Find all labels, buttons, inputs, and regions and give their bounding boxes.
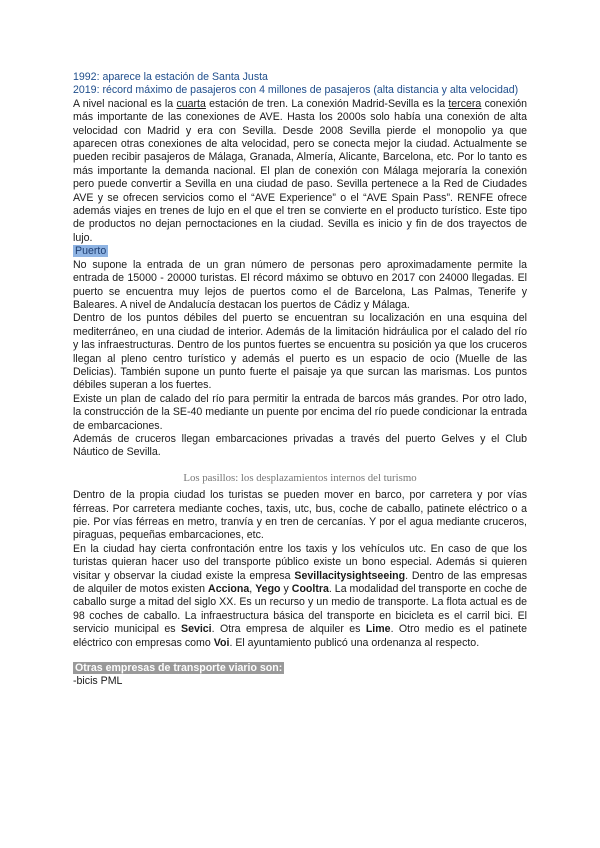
company-cooltra: Cooltra	[291, 583, 329, 596]
company-voi: Voi	[213, 636, 230, 649]
company-lime: Lime	[365, 623, 391, 636]
otras-heading-row	[73, 662, 527, 675]
company-sevici: Sevici	[181, 623, 212, 636]
document-body	[73, 71, 527, 689]
pasillos-paragraph-1: Dentro de la propia ciudad los turistas se pueden mover en barco, por carretera y por vías férreas. Por carretera mediante coches, taxis, utc, bus, coche de caballo, patinete eléctrico o a pie. Por vías férreas en metro, tranvía y en tren de cercanías. Y por el agua mediante cruceros, piraguas, pequeñas embarcaciones, etc.	[73, 489, 527, 542]
puerto-heading: Puerto	[75, 245, 107, 258]
puerto-heading-row	[73, 245, 527, 258]
pasillos-paragraph-2: En la ciudad hay cierta confrontación entre los taxis y los vehículos utc. En caso de que los turistas quieran hacer uso del transporte público existe un bono especial. Además si quieren visitar y observar la ciudad existe la empresa Sevillacitysightseeing. Dentro de las empresas de alquiler de motos existen Acciona, Yego y Cooltra. La modalidad del transporte en coche de caballo surge a mitad del siglo XX. Es un recurso y un medio de transporte. La flota actual es de 98 coches de caballo. La infraestructura básica del transporte en bicicleta es el carril bici. El servicio municipal es Sevici. Otra empresa de alquiler es Lime. Otro medio es el patinete eléctrico con empresas como Voi. El ayuntamiento publicó una ordenanza al respecto.	[73, 542, 528, 649]
intro-line-1992: 1992: aparece la estación de Santa Justa	[73, 71, 268, 83]
puerto-paragraph-3: Existe un plan de calado del río para permitir la entrada de barcos más grandes. Por otro lado, la construcción de la SE-40 mediante un puente por encima del río puede condicionar la entrada de embarcaciones.	[73, 392, 527, 432]
puerto-paragraph-2: Dentro de los puntos débiles del puerto se encuentran su localización en una esquina del mediterráneo, en una ciudad de interior. Además de la limitación hidráulica por el calado del río y las infraestructuras. Dentro de los puntos fuertes se encuentra su posición ya que los cruceros llegan al pleno centro turístico y además el puerto es un espacio de ocio (Muelle de las Delicias). También supone un punto fuerte el paisaje ya que surcan las marismas. Los puntos débiles superan a los fuertes.	[73, 312, 527, 392]
intro-line-2019: 2019: récord máximo de pasajeros con 4 millones de pasajeros (alta distancia y alta velocidad)	[73, 84, 519, 97]
company-sevillacitysightseeing: Sevillacitysightseeing	[294, 569, 406, 582]
underlined-cuarta: cuarta	[176, 97, 206, 110]
otras-heading: Otras empresas de transporte viario son:	[75, 662, 283, 675]
company-yego: Yego	[255, 583, 281, 596]
puerto-paragraph-1: No supone la entrada de un gran número de personas pero aproximadamente permite la entrada de 15000 - 20000 turistas. El récord máximo se obtuvo en 2017 con 24000 llegadas. El puerto se encuentra muy lejos de puertos como el de Barcelona, Las Palmas, Tenerife y Baleares. A nivel de Andalucía destacan los puertos de Cádiz y Málaga.	[73, 258, 527, 311]
otras-item-bicis: -bicis PML	[73, 675, 123, 688]
company-acciona: Acciona	[208, 583, 250, 596]
puerto-paragraph-4: Además de cruceros llegan embarcaciones privadas a través del puerto Gelves y el Club Náutico de Sevilla.	[73, 432, 527, 459]
pasillos-heading: Los pasillos: los desplazamientos internos del turismo	[183, 471, 417, 484]
tren-paragraph: A nivel nacional es la cuarta estación de tren. La conexión Madrid-Sevilla es la tercera conexión más importante de las conexiones de AVE. Hasta los 2000s solo había una conexión de alta velocidad con Madrid y era con Sevilla. Desde 2008 Sevilla pierde el monopolio ya que aparecen otras conexiones de alta velocidad, pero se conecta mejor la ciudad. Actualmente se pueden recibir pasajeros de Málaga, Granada, Almería, Alicante, Barcelona, etc. Por lo tanto es más importante la demanda nacional. El plan de conexión con Málaga mejoraría la conexión pero puede convertir a Sevilla en una ciudad de paso. Sevilla pertenece a la Red de Ciudades AVE y se ofrecen servicios como el “AVE Experience” o el “AVE Spain Pass”. RENFE ofrece además viajes en trenes de lujo en el que el tren se convierte en el producto turístico. Este tipo de productos no dejan pernoctaciones en la ciudad. Sevilla es inicio y fin de dos trayectos de lujo.	[73, 97, 527, 244]
underlined-tercera: tercera	[448, 97, 482, 110]
